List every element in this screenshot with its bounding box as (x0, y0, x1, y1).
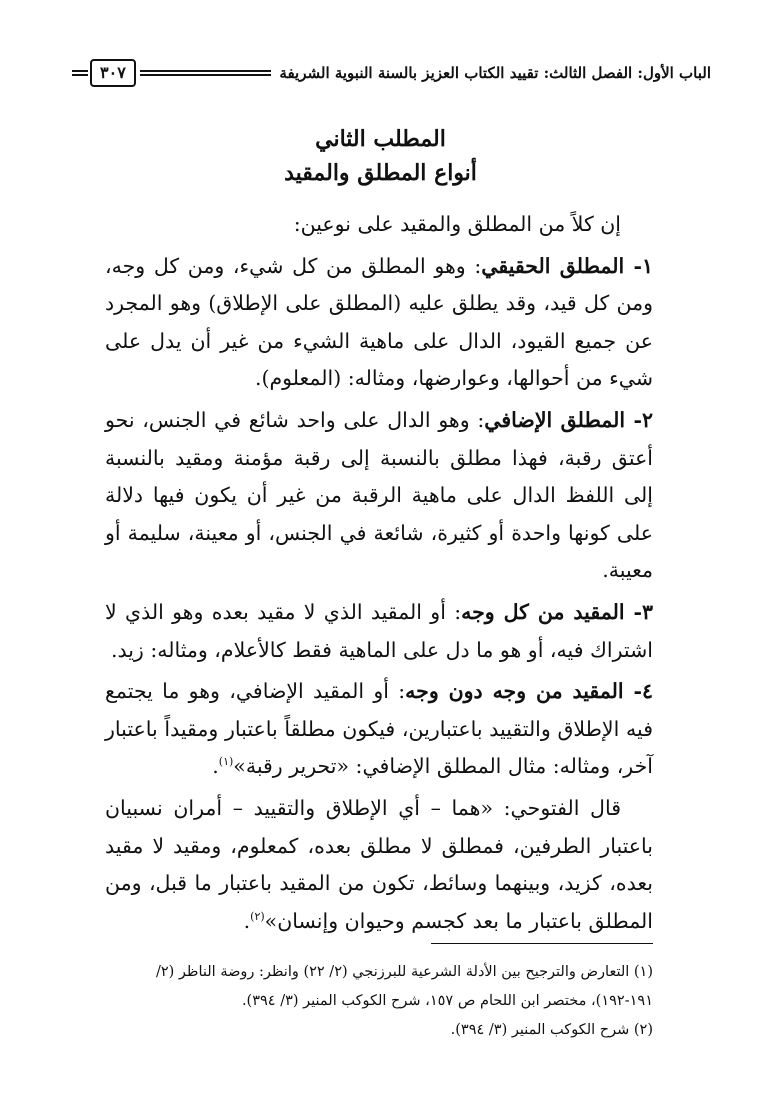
paragraph-5-end: . (243, 908, 251, 933)
footnotes (105, 958, 653, 1045)
paragraph-1-text: : وهو المطلق من كل شيء، ومن كل وجه، ومن كل قيد، وقد يطلق عليه (المطلق على الإطلاق) وهو المجرد عن جميع القيود، الدال على ماهية الشيء من غير أن يدل على شيء من أحوالها، وعوارضها، ومثاله: (المعلوم). (105, 253, 653, 391)
footnote-ref-1[interactable]: (١) (218, 755, 234, 769)
paragraph-3 (105, 594, 653, 669)
paragraph-4 (105, 673, 653, 786)
section-subtitle: أنواع المطلق والمقيد (284, 160, 477, 186)
running-header (72, 58, 711, 88)
paragraph-2-head: ٢- المطلق الإضافي (484, 407, 653, 432)
paragraph-3-text: : أو المقيد الذي لا مقيد بعده وهو الذي لا اشتراك فيه، أو هو ما دل على الماهية فقط كالأعلام، ومثاله: زيد. (105, 599, 653, 662)
paragraph-3-head: ٣- المقيد من كل وجه (461, 599, 653, 624)
footnote-1: (١) التعارض والترجيح بين الأدلة الشرعية للبرزنجي (٢/ ٢٢) وانظر: روضة الناظر (٢/ ١٩١-١٩٢)، مختصر ابن اللحام ص ١٥٧، شرح الكوكب المنير (٣/ ٣٩٤). (155, 964, 653, 1009)
paragraph-2 (105, 402, 653, 590)
paragraph-2-text: : وهو الدال على واحد شائع في الجنس، نحو أعتق رقبة، فهذا مطلق بالنسبة إلى رقبة مؤمنة ومقيد بالنسبة إلى اللفظ الدال على ماهية الرقبة من غير أن يكون فيها دلالة على كونها واحدة أو كثيرة، شائعة في الجنس، أو معينة، سليمة أو معيبة. (105, 407, 653, 583)
paragraph-4-head: ٤- المقيد من وجه دون وجه (405, 679, 653, 704)
body-text (105, 206, 653, 944)
paragraph-4-text: : أو المقيد الإضافي، وهو ما يجتمع فيه الإطلاق والتقييد باعتبارين، فيكون مطلقاً باعتبار ومقيداً باعتبار آخر، ومثاله: مثال المطلق الإضافي: «تحرير رقبة» (105, 679, 653, 779)
paragraph-1-head: ١- المطلق الحقيقي (481, 253, 653, 278)
header-rule (140, 70, 272, 76)
footnote-ref-2[interactable]: (٢) (250, 909, 265, 923)
header-title: الباب الأول: الفصل الثالث: تقييد الكتاب العزيز بالسنة النبوية الشريفة (279, 64, 711, 82)
paragraph-4-end: . (212, 754, 219, 779)
page-number: ٣٠٧ (90, 59, 136, 87)
paragraph-5-text: قال الفتوحي: «هما – أي الإطلاق والتقييد – أمران نسبيان باعتبار الطرفين، فمطلق لا مطلق بعده، كمعلوم، ومقيد لا مقيد بعده، كزيد، وبينهما وسائط، تكون من المقيد باعتبار ما قبل، ومن المطلق باعتبار ما بعد كجسم وحيوان وإنسان» (105, 795, 653, 933)
section-title: المطلب الثاني (315, 126, 446, 152)
footnote-2: (٢) شرح الكوكب المنير (٣/ ٣٩٤). (450, 1022, 653, 1038)
paragraph-1 (105, 248, 653, 398)
intro-paragraph: إن كلاً من المطلق والمقيد على نوعين: (293, 212, 621, 236)
paragraph-5 (105, 790, 653, 940)
section-heading (0, 122, 761, 190)
header-rule-end (72, 70, 88, 76)
footnote-divider (431, 943, 653, 944)
